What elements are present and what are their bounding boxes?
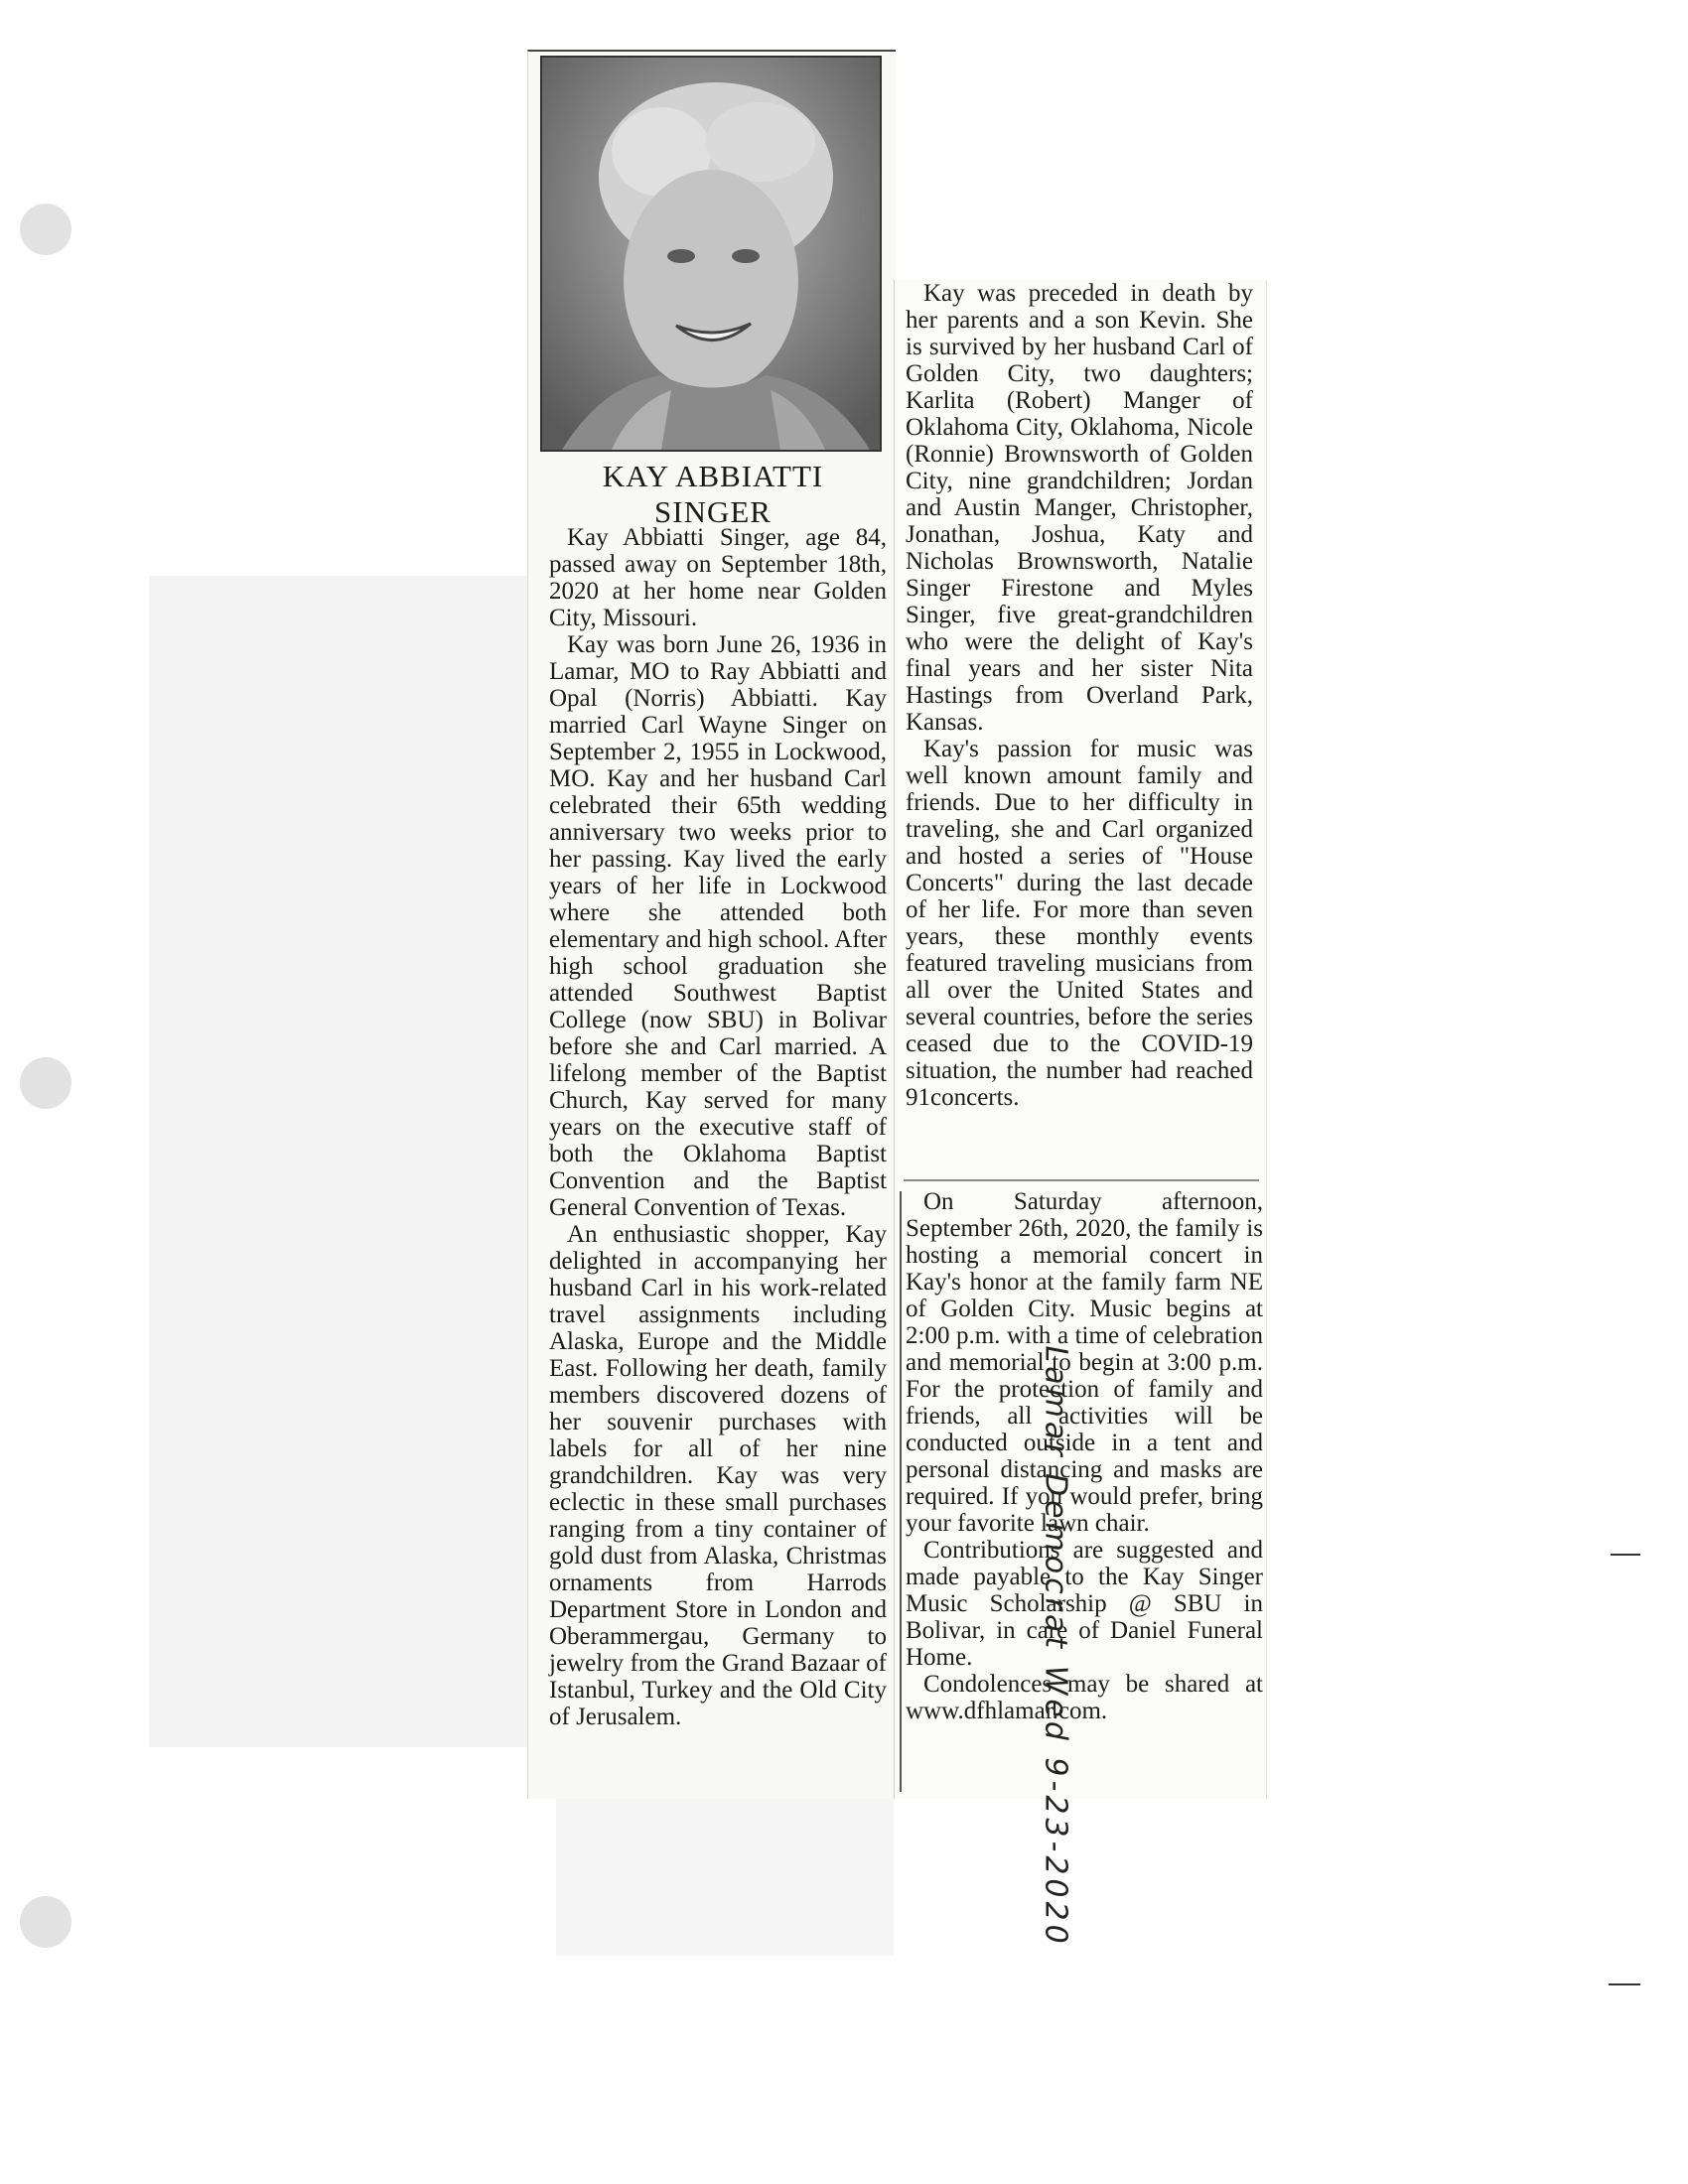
- column-rule: [904, 1179, 1259, 1181]
- paragraph-death-notice: Kay Abbiatti Singer, age 84, passed away on September 18th, 2020 at her home near Golden City, Missouri.: [549, 524, 887, 631]
- obituary-column-3: [906, 1188, 1263, 1724]
- bleed-through-shadow-lower: [556, 1797, 894, 1956]
- paragraph-condolences: Condolences may be shared at www.dfhlamar.com.: [906, 1671, 1263, 1724]
- column-divider: [900, 1191, 902, 1792]
- obituary-column-2: [906, 280, 1253, 1111]
- scan-mark: [1611, 1554, 1640, 1556]
- scan-mark: [1609, 1983, 1640, 1985]
- punch-hole-top: [20, 204, 71, 255]
- obituary-column-1: [549, 524, 887, 1730]
- paragraph-survivors: Kay was preceded in death by her parents and a son Kevin. She is survived by her husband Carl of Golden City, two daughters; Karlita (Robert) Manger of Oklahoma City, Oklahoma, Nicole (Ronnie) Brownsworth of Golden City, nine grandchildren; Jordan and Austin Manger, Christopher, Jonathan, Joshua, Katy and Nicholas Brownsworth, Natalie Singer Firestone and Myles Singer, five great-grandchildren who were the delight of Kay's final years and her sister Nita Hastings from Overland Park, Kansas.: [906, 280, 1253, 736]
- punch-hole-middle: [20, 1057, 71, 1109]
- paragraph-contributions: Contributions are suggested and made payable to the Kay Singer Music Scholarship @ SBU in Bolivar, in care of Daniel Funeral Home.: [906, 1537, 1263, 1671]
- paragraph-life-history: Kay was born June 26, 1936 in Lamar, MO to Ray Abbiatti and Opal (Norris) Abbiatti. Kay married Carl Wayne Singer on September 2, 1955 in Lockwood, MO. Kay and her husband Carl celebrated their 65th wedding anniversary two weeks prior to her passing. Kay lived the early years of her life in Lockwood where she attended both elementary and high school. After high school graduation she attended Southwest Baptist College (now SBU) in Bolivar before she and Carl married. A lifelong member of the Baptist Church, Kay served for many years on the executive staff of both the Oklahoma Baptist Convention and the Baptist General Convention of Texas.: [549, 631, 887, 1221]
- bleed-through-shadow: [149, 576, 566, 1747]
- portrait-image: [542, 58, 880, 450]
- portrait-photo: [540, 56, 882, 452]
- paragraph-travels: An enthusiastic shopper, Kay delighted in accompanying her husband Carl in his work-related travel assignments including Alaska, Europe and the Middle East. Following her death, family members discovered dozens of her souvenir purchases with labels for all of her nine grandchildren. Kay was very eclectic in these small purchases ranging from a tiny container of gold dust from Alaska, Christmas ornaments from Harrods Department Store in London and Oberammergau, Germany to jewelry from the Grand Bazaar of Istanbul, Turkey and the Old City of Jerusalem.: [549, 1221, 887, 1730]
- paragraph-memorial-concert: On Saturday afternoon, September 26th, 2020, the family is hosting a memorial concert in Kay's honor at the family farm NE of Golden City. Music begins at 2:00 p.m. with a time of celebration and memorial to begin at 3:00 p.m. For the protection of family and friends, all activities will be conducted outside in a tent and personal distancing and masks are required. If you would prefer, bring your favorite lawn chair.: [906, 1188, 1263, 1537]
- obituary-title: KAY ABBIATTI SINGER: [602, 459, 824, 529]
- handwritten-source-note: Lamar Democrat Wed 9-23-2020: [1038, 1345, 1073, 1948]
- punch-hole-bottom: [20, 1896, 71, 1948]
- paragraph-music: Kay's passion for music was well known amount family and friends. Due to her difficulty in traveling, she and Carl organized and hosted a series of "House Concerts" during the last decade of her life. For more than seven years, these monthly events featured traveling musicians from all over the United States and several countries, before the series ceased due to the COVID-19 situation, the number had reached 91concerts.: [906, 736, 1253, 1111]
